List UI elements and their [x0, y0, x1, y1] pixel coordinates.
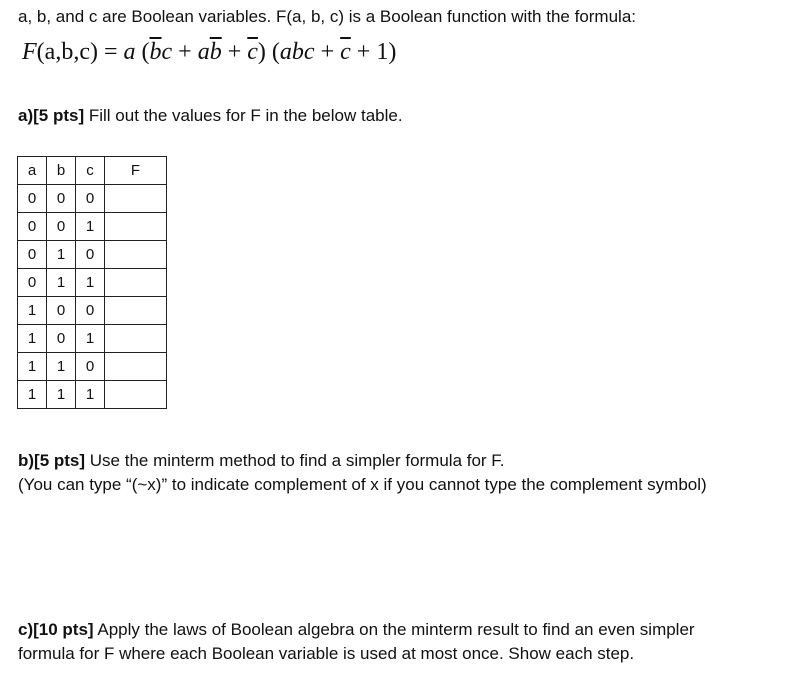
- cell-b: 0: [47, 185, 76, 213]
- cell-c: 1: [76, 269, 105, 297]
- cell-b: 1: [47, 241, 76, 269]
- header-b: b: [47, 157, 76, 185]
- table-row: [18, 241, 167, 269]
- cell-b: 1: [47, 353, 76, 381]
- cell-a: 1: [18, 297, 47, 325]
- formula-plus-1: +: [172, 39, 198, 65]
- table-row: [18, 353, 167, 381]
- cell-b: 0: [47, 213, 76, 241]
- table-row: [18, 213, 167, 241]
- truth-table-header-row: [18, 157, 167, 185]
- cell-c: 0: [76, 297, 105, 325]
- table-row: [18, 325, 167, 353]
- part-c-text: Apply the laws of Boolean algebra on the minterm result to find an even simpler: [93, 620, 695, 639]
- cell-f-answer[interactable]: [105, 269, 167, 297]
- formula-plus-one: + 1): [350, 39, 397, 65]
- part-b-line-1: [18, 449, 707, 473]
- formula-args: (a,b,c): [36, 39, 98, 65]
- cell-a: 0: [18, 269, 47, 297]
- formula-open-paren: (: [135, 39, 150, 65]
- cell-a: 0: [18, 213, 47, 241]
- cell-c: 0: [76, 241, 105, 269]
- cell-f-answer[interactable]: [105, 353, 167, 381]
- formula-equals: =: [97, 39, 124, 65]
- cell-a: 1: [18, 381, 47, 409]
- formula-plus-2: +: [221, 39, 248, 65]
- table-row: [18, 297, 167, 325]
- formula-abc: abc: [279, 39, 315, 65]
- truth-table: [17, 156, 167, 409]
- header-f: F: [105, 157, 167, 185]
- header-c: c: [76, 157, 105, 185]
- part-c-prompt: [18, 618, 695, 666]
- cell-f-answer[interactable]: [105, 241, 167, 269]
- part-c-label: c)[10 pts]: [18, 620, 94, 639]
- header-a: a: [18, 157, 47, 185]
- part-b-line-2: (You can type “(~x)” to indicate complement of x if you cannot type the complement symbol): [18, 475, 707, 494]
- cell-a: 1: [18, 325, 47, 353]
- cell-f-answer[interactable]: [105, 297, 167, 325]
- cell-c: 0: [76, 353, 105, 381]
- cell-b: 0: [47, 297, 76, 325]
- cell-c: 1: [76, 325, 105, 353]
- table-row: [18, 269, 167, 297]
- part-b-label: b)[5 pts]: [18, 451, 86, 470]
- part-b-text: Use the minterm method to find a simpler formula for F.: [85, 451, 505, 470]
- cell-f-answer[interactable]: [105, 381, 167, 409]
- formula-c-bar: $\overline{c}$: [247, 39, 258, 65]
- cell-a: 0: [18, 185, 47, 213]
- formula-a2: a: [197, 39, 210, 65]
- formula-second-open: (: [265, 39, 280, 65]
- formula-a: a: [123, 39, 136, 65]
- table-row: [18, 185, 167, 213]
- part-c-line-2: formula for F where each Boolean variable is used at most once. Show each step.: [18, 644, 635, 663]
- cell-a: 1: [18, 353, 47, 381]
- part-a-text: Fill out the values for F in the below table.: [84, 106, 403, 125]
- formula-c-bar2: $\overline{c}$: [340, 39, 351, 65]
- cell-c: 1: [76, 381, 105, 409]
- formula-plus-3: +: [314, 39, 341, 65]
- cell-b: 1: [47, 381, 76, 409]
- formula-c: c: [161, 39, 173, 65]
- cell-f-answer[interactable]: [105, 185, 167, 213]
- formula-b-bar: $\overline{b}$: [149, 39, 162, 65]
- cell-b: 1: [47, 269, 76, 297]
- cell-a: 0: [18, 241, 47, 269]
- part-a-label: a)[5 pts]: [18, 106, 85, 125]
- cell-b: 0: [47, 325, 76, 353]
- formula-close-paren: ): [257, 39, 266, 65]
- part-a-prompt: [18, 104, 403, 128]
- table-row: [18, 381, 167, 409]
- cell-c: 1: [76, 213, 105, 241]
- cell-c: 0: [76, 185, 105, 213]
- cell-f-answer[interactable]: [105, 213, 167, 241]
- part-b-prompt: [18, 449, 707, 497]
- part-c-line-1: [18, 618, 695, 642]
- formula-lhs: F: [22, 39, 37, 65]
- boolean-formula: [22, 36, 396, 68]
- formula-b-bar2: $\overline{b}$: [209, 39, 222, 65]
- cell-f-answer[interactable]: [105, 325, 167, 353]
- intro-text: a, b, and c are Boolean variables. F(a, b, c) is a Boolean function with the formula:: [18, 7, 637, 26]
